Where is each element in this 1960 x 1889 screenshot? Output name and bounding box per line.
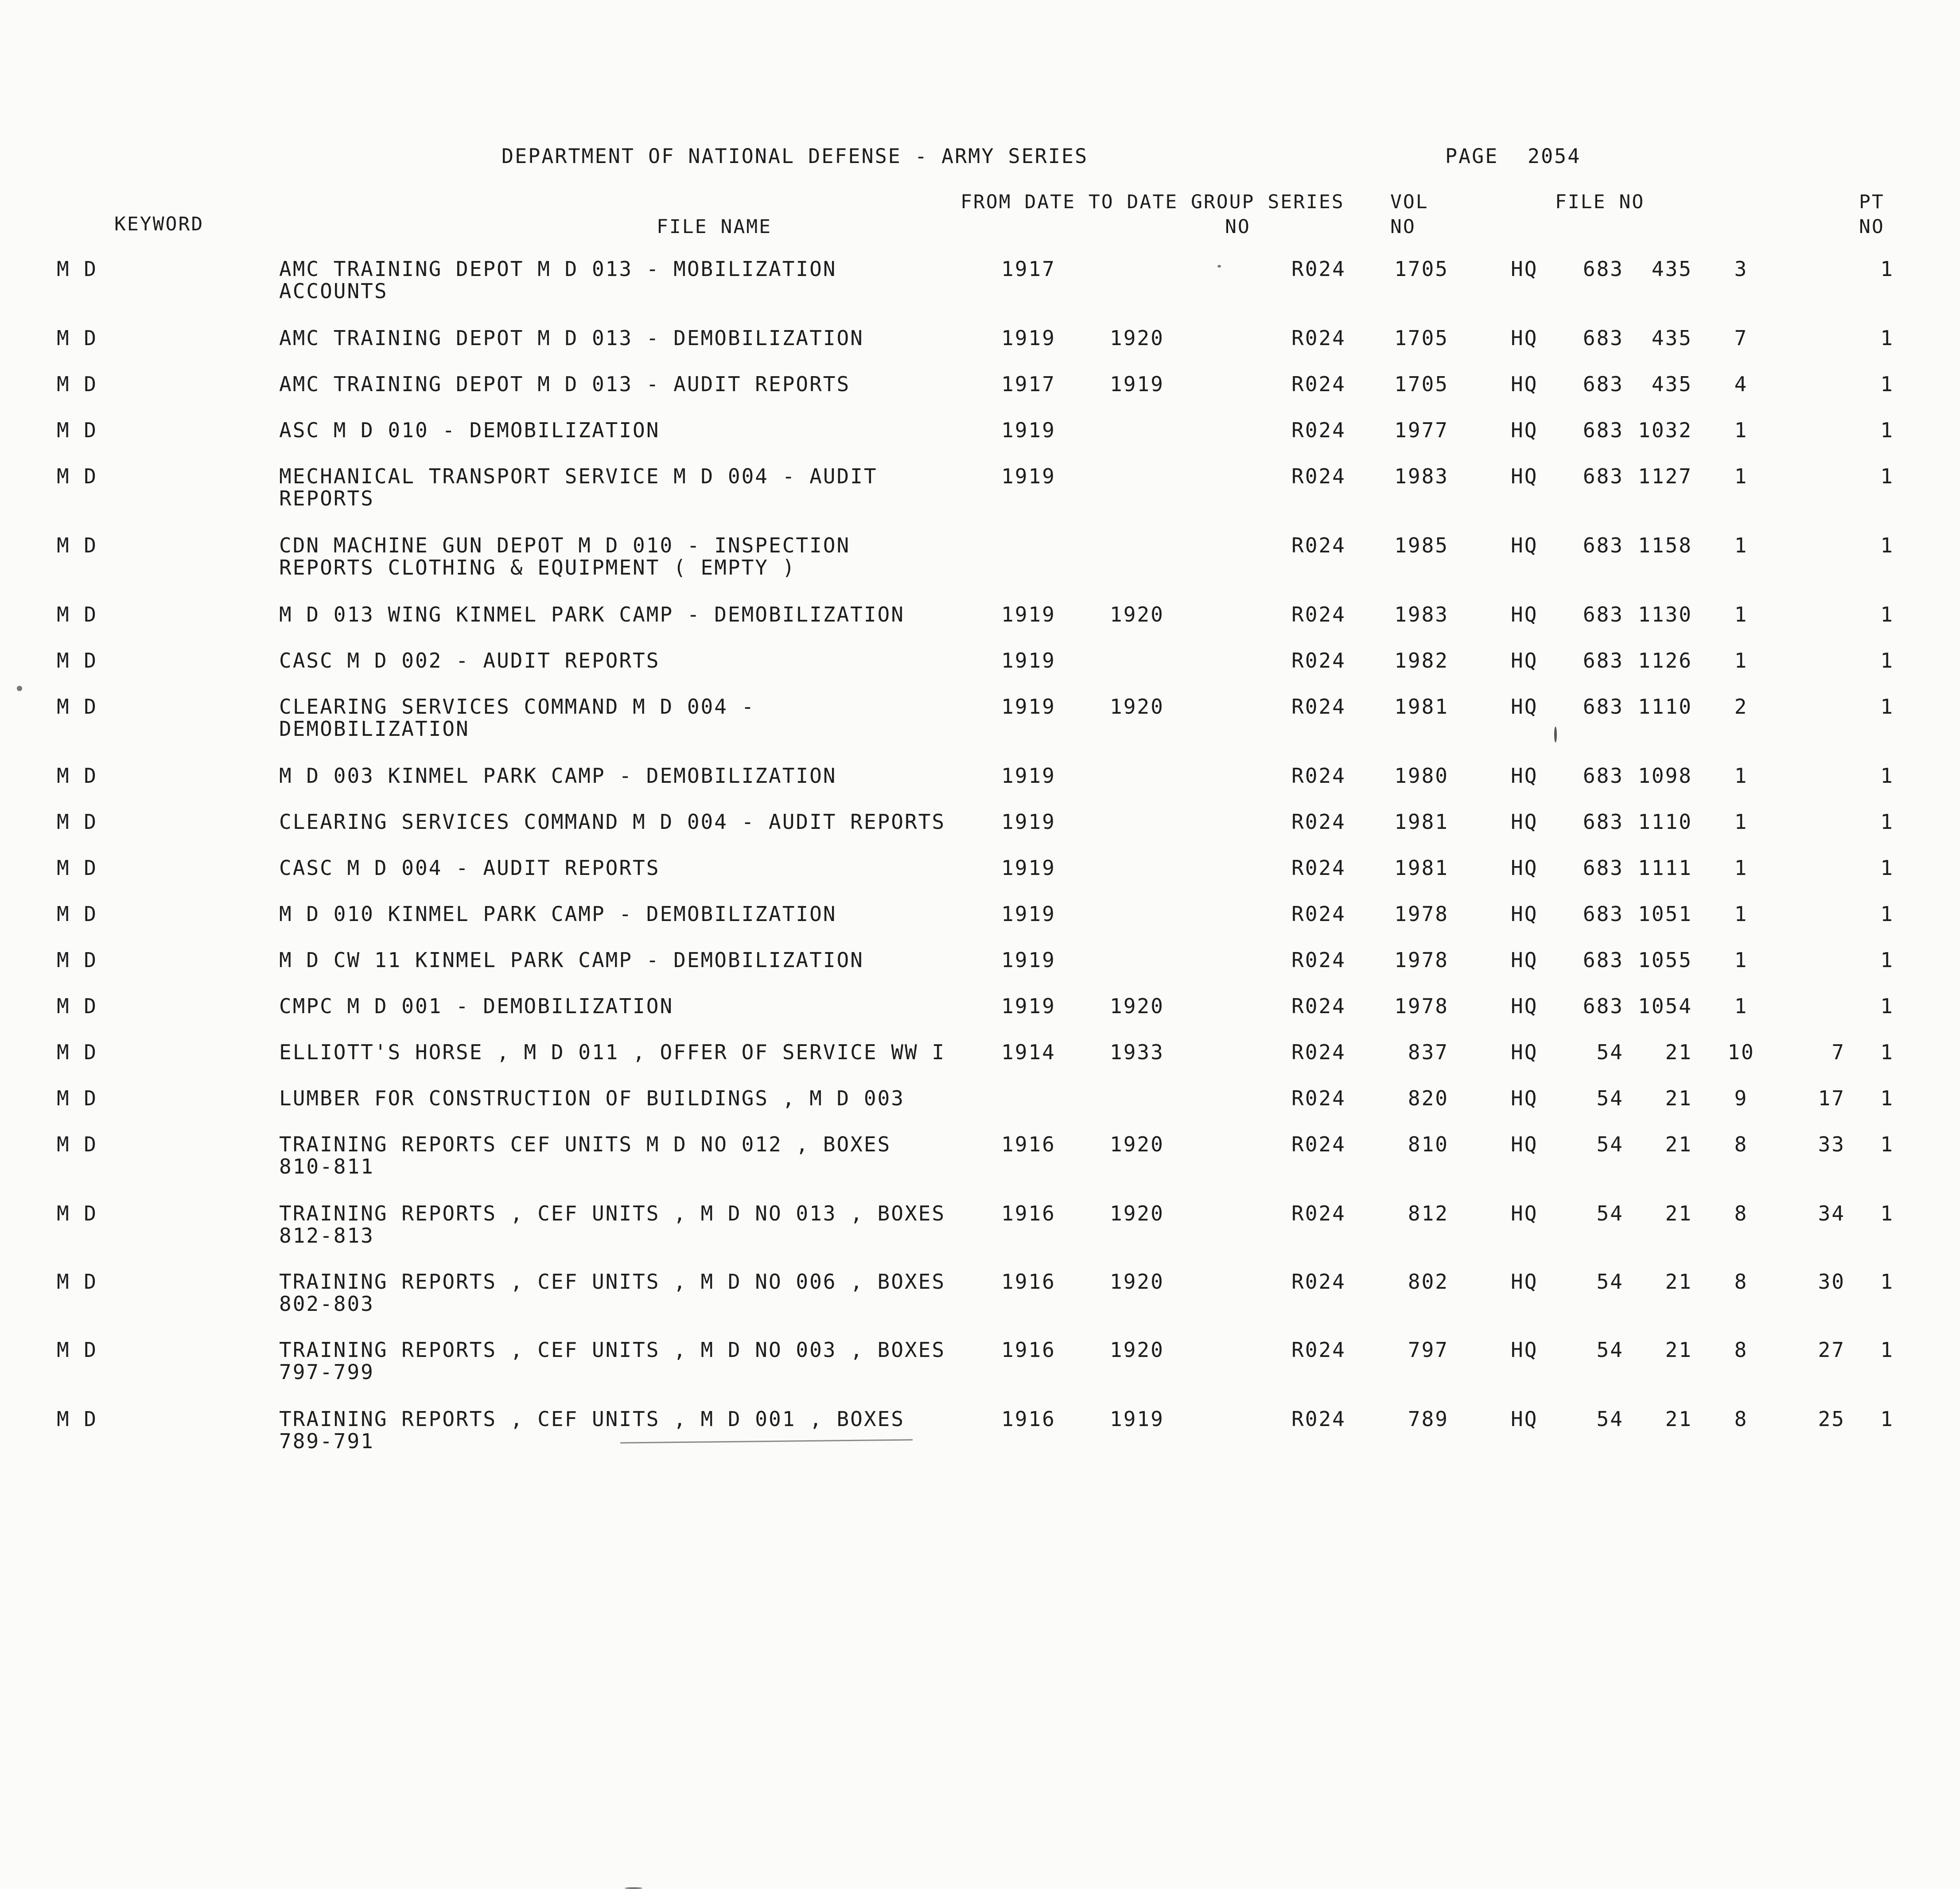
series-cell: R024 [1291, 764, 1346, 788]
scan-speck [1554, 727, 1557, 742]
pt-no-cell: 1 [1880, 1040, 1894, 1064]
pt-no-cell: 1 [1880, 1270, 1894, 1294]
to-date-cell: 1933 [1110, 1040, 1164, 1064]
from-date-cell: 1916 [1001, 1132, 1056, 1156]
to-date-cell: 1920 [1110, 602, 1164, 626]
file-no-part1-cell: 683 [1583, 464, 1624, 488]
file-name-cell: TRAINING REPORTS CEF UNITS M D NO 012 , BOXES 810-811 [279, 1132, 891, 1178]
file-no-part3-cell: 1 [1734, 602, 1748, 626]
from-date-cell: 1916 [1001, 1270, 1056, 1294]
file-name-cell: M D 010 KINMEL PARK CAMP - DEMOBILIZATION [279, 902, 837, 926]
pt-no-cell: 1 [1880, 464, 1894, 488]
keyword-cell: M D [57, 326, 98, 350]
file-no-hq-cell: HQ [1511, 1132, 1538, 1156]
file-no-part1-cell: 683 [1583, 649, 1624, 672]
series-cell: R024 [1291, 994, 1346, 1018]
file-no-part1-cell: 683 [1583, 902, 1624, 926]
column-header-file-no: FILE NO [1555, 191, 1645, 213]
vol-cell: 1978 [1394, 948, 1449, 972]
table-row [0, 534, 1960, 601]
file-no-part3-cell: 1 [1734, 994, 1748, 1018]
pt-no-cell: 1 [1880, 764, 1894, 788]
file-no-part3-cell: 1 [1734, 418, 1748, 442]
to-date-cell: 1920 [1110, 695, 1164, 719]
file-no-part3-cell: 1 [1734, 902, 1748, 926]
file-no-part3-cell: 10 [1727, 1040, 1755, 1064]
file-no-part4-cell: 7 [1832, 1040, 1845, 1064]
to-date-cell: 1920 [1110, 1132, 1164, 1156]
file-no-part1-cell: 683 [1583, 764, 1624, 788]
table-row [0, 1408, 1960, 1474]
column-header-group-no: NO [1225, 216, 1251, 238]
column-header-pt: PT [1859, 191, 1885, 213]
file-no-hq-cell: HQ [1511, 326, 1538, 350]
file-no-part2-cell: 435 [1651, 372, 1692, 396]
keyword-cell: M D [57, 1338, 98, 1362]
series-cell: R024 [1291, 695, 1346, 719]
series-cell: R024 [1291, 856, 1346, 880]
file-name-cell: CMPC M D 001 - DEMOBILIZATION [279, 994, 674, 1018]
file-no-part3-cell: 3 [1734, 257, 1748, 281]
column-header-vol-no: NO [1390, 216, 1416, 238]
keyword-cell: M D [57, 533, 98, 557]
series-cell: R024 [1291, 1338, 1346, 1362]
series-cell: R024 [1291, 602, 1346, 626]
file-no-hq-cell: HQ [1511, 418, 1538, 442]
file-no-part2-cell: 1158 [1638, 533, 1692, 557]
file-no-part1-cell: 54 [1596, 1201, 1624, 1225]
file-no-part2-cell: 21 [1665, 1407, 1692, 1431]
file-no-hq-cell: HQ [1511, 1201, 1538, 1225]
file-no-hq-cell: HQ [1511, 1270, 1538, 1294]
file-no-part2-cell: 21 [1665, 1338, 1692, 1362]
file-name-cell: AMC TRAINING DEPOT M D 013 - AUDIT REPORTS [279, 372, 851, 396]
scan-speck [17, 686, 22, 691]
file-no-part1-cell: 54 [1596, 1270, 1624, 1294]
file-no-hq-cell: HQ [1511, 1086, 1538, 1110]
file-no-part2-cell: 435 [1651, 257, 1692, 281]
vol-cell: 797 [1408, 1338, 1449, 1362]
keyword-cell: M D [57, 948, 98, 972]
series-cell: R024 [1291, 418, 1346, 442]
vol-cell: 1985 [1394, 533, 1449, 557]
file-name-cell: TRAINING REPORTS , CEF UNITS , M D 001 , BOXES 789-791 [279, 1407, 905, 1453]
vol-cell: 1978 [1394, 994, 1449, 1018]
keyword-cell: M D [57, 810, 98, 834]
from-date-cell: 1919 [1001, 948, 1056, 972]
file-no-hq-cell: HQ [1511, 764, 1538, 788]
to-date-cell: 1920 [1110, 1338, 1164, 1362]
vol-cell: 1705 [1394, 372, 1449, 396]
series-cell: R024 [1291, 1201, 1346, 1225]
file-no-part4-cell: 25 [1818, 1407, 1845, 1431]
series-cell: R024 [1291, 1040, 1346, 1064]
to-date-cell: 1920 [1110, 326, 1164, 350]
vol-cell: 1981 [1394, 856, 1449, 880]
file-no-part2-cell: 1110 [1638, 810, 1692, 834]
to-date-cell: 1920 [1110, 1270, 1164, 1294]
keyword-cell: M D [57, 856, 98, 880]
pt-no-cell: 1 [1880, 602, 1894, 626]
file-no-part1-cell: 683 [1583, 810, 1624, 834]
file-no-part1-cell: 683 [1583, 695, 1624, 719]
file-no-hq-cell: HQ [1511, 1040, 1538, 1064]
file-no-part1-cell: 54 [1596, 1040, 1624, 1064]
scan-speck [1217, 265, 1221, 268]
vol-cell: 1977 [1394, 418, 1449, 442]
file-no-part3-cell: 1 [1734, 948, 1748, 972]
pt-no-cell: 1 [1880, 1338, 1894, 1362]
file-no-hq-cell: HQ [1511, 902, 1538, 926]
file-no-hq-cell: HQ [1511, 856, 1538, 880]
to-date-cell: 1919 [1110, 372, 1164, 396]
from-date-cell: 1919 [1001, 464, 1056, 488]
vol-cell: 1982 [1394, 649, 1449, 672]
file-no-part4-cell: 34 [1818, 1201, 1845, 1225]
table-row [0, 1202, 1960, 1269]
keyword-cell: M D [57, 695, 98, 719]
keyword-cell: M D [57, 764, 98, 788]
keyword-cell: M D [57, 1132, 98, 1156]
from-date-cell: 1919 [1001, 326, 1056, 350]
vol-cell: 789 [1408, 1407, 1449, 1431]
vol-cell: 1983 [1394, 464, 1449, 488]
to-date-cell: 1919 [1110, 1407, 1164, 1431]
vol-cell: 1980 [1394, 764, 1449, 788]
file-no-part3-cell: 1 [1734, 856, 1748, 880]
file-no-hq-cell: HQ [1511, 649, 1538, 672]
vol-cell: 1705 [1394, 326, 1449, 350]
pt-no-cell: 1 [1880, 810, 1894, 834]
file-no-part3-cell: 4 [1734, 372, 1748, 396]
from-date-cell: 1919 [1001, 856, 1056, 880]
file-no-part2-cell: 435 [1651, 326, 1692, 350]
file-no-hq-cell: HQ [1511, 695, 1538, 719]
file-name-cell: CLEARING SERVICES COMMAND M D 004 - AUDIT REPORTS [279, 810, 946, 834]
file-no-part1-cell: 683 [1583, 257, 1624, 281]
series-cell: R024 [1291, 1270, 1346, 1294]
file-no-part1-cell: 683 [1583, 533, 1624, 557]
keyword-cell: M D [57, 1407, 98, 1431]
file-no-part4-cell: 27 [1818, 1338, 1845, 1362]
file-no-part2-cell: 1054 [1638, 994, 1692, 1018]
file-no-part2-cell: 1110 [1638, 695, 1692, 719]
file-name-cell: M D 003 KINMEL PARK CAMP - DEMOBILIZATION [279, 764, 837, 788]
file-no-part3-cell: 8 [1734, 1270, 1748, 1294]
series-cell: R024 [1291, 1132, 1346, 1156]
from-date-cell: 1919 [1001, 902, 1056, 926]
page-label: PAGE [1445, 144, 1499, 168]
from-date-cell: 1919 [1001, 994, 1056, 1018]
series-cell: R024 [1291, 372, 1346, 396]
table-row [0, 1133, 1960, 1200]
vol-cell: 1983 [1394, 602, 1449, 626]
to-date-cell: 1920 [1110, 1201, 1164, 1225]
file-name-cell: CDN MACHINE GUN DEPOT M D 010 - INSPECTION REPORTS CLOTHING & EQUIPMENT ( EMPTY ) [279, 533, 851, 579]
file-no-part1-cell: 683 [1583, 602, 1624, 626]
file-no-part4-cell: 33 [1818, 1132, 1845, 1156]
pt-no-cell: 1 [1880, 994, 1894, 1018]
file-no-part1-cell: 683 [1583, 948, 1624, 972]
table-row [0, 696, 1960, 762]
keyword-cell: M D [57, 372, 98, 396]
file-no-part2-cell: 1111 [1638, 856, 1692, 880]
pt-no-cell: 1 [1880, 1132, 1894, 1156]
series-cell: R024 [1291, 1086, 1346, 1110]
file-no-part3-cell: 8 [1734, 1201, 1748, 1225]
file-no-part1-cell: 54 [1596, 1407, 1624, 1431]
page-number: 2054 [1528, 144, 1581, 168]
file-no-part1-cell: 54 [1596, 1338, 1624, 1362]
file-name-cell: AMC TRAINING DEPOT M D 013 - MOBILIZATION ACCOUNTS [279, 257, 837, 303]
keyword-cell: M D [57, 1040, 98, 1064]
keyword-cell: M D [57, 649, 98, 672]
series-cell: R024 [1291, 1407, 1346, 1431]
file-no-part2-cell: 1051 [1638, 902, 1692, 926]
column-header-keyword: KEYWORD [114, 213, 204, 235]
file-no-hq-cell: HQ [1511, 464, 1538, 488]
vol-cell: 1981 [1394, 695, 1449, 719]
file-name-cell: TRAINING REPORTS , CEF UNITS , M D NO 003 , BOXES 797-799 [279, 1338, 946, 1384]
file-no-hq-cell: HQ [1511, 372, 1538, 396]
table-row [0, 1271, 1960, 1337]
file-name-cell: TRAINING REPORTS , CEF UNITS , M D NO 006 , BOXES 802-803 [279, 1270, 946, 1316]
file-no-part3-cell: 8 [1734, 1407, 1748, 1431]
file-name-cell: AMC TRAINING DEPOT M D 013 - DEMOBILIZATION [279, 326, 864, 350]
from-date-cell: 1919 [1001, 764, 1056, 788]
file-no-hq-cell: HQ [1511, 533, 1538, 557]
file-no-hq-cell: HQ [1511, 257, 1538, 281]
column-header-vol: VOL [1390, 191, 1429, 213]
file-no-part3-cell: 1 [1734, 810, 1748, 834]
table-row [0, 1339, 1960, 1405]
from-date-cell: 1919 [1001, 418, 1056, 442]
file-no-part3-cell: 9 [1734, 1086, 1748, 1110]
pt-no-cell: 1 [1880, 695, 1894, 719]
from-date-cell: 1919 [1001, 810, 1056, 834]
pt-no-cell: 1 [1880, 649, 1894, 672]
keyword-cell: M D [57, 994, 98, 1018]
file-name-cell: M D 013 WING KINMEL PARK CAMP - DEMOBILIZATION [279, 602, 905, 626]
pt-no-cell: 1 [1880, 1086, 1894, 1110]
file-no-part3-cell: 1 [1734, 464, 1748, 488]
file-no-part3-cell: 2 [1734, 695, 1748, 719]
pt-no-cell: 1 [1880, 902, 1894, 926]
file-no-part3-cell: 8 [1734, 1132, 1748, 1156]
series-cell: R024 [1291, 533, 1346, 557]
file-no-part2-cell: 21 [1665, 1040, 1692, 1064]
file-no-part1-cell: 683 [1583, 326, 1624, 350]
file-name-cell: MECHANICAL TRANSPORT SERVICE M D 004 - AUDIT REPORTS [279, 464, 878, 510]
keyword-cell: M D [57, 602, 98, 626]
file-no-part1-cell: 54 [1596, 1086, 1624, 1110]
file-no-part3-cell: 1 [1734, 533, 1748, 557]
column-header-from-to-group-series: FROM DATE TO DATE GROUP SERIES [961, 191, 1345, 213]
from-date-cell: 1917 [1001, 372, 1056, 396]
series-cell: R024 [1291, 902, 1346, 926]
table-row [0, 465, 1960, 532]
from-date-cell: 1919 [1001, 649, 1056, 672]
keyword-cell: M D [57, 1270, 98, 1294]
series-cell: R024 [1291, 257, 1346, 281]
pt-no-cell: 1 [1880, 533, 1894, 557]
column-header-file-name: FILE NAME [657, 216, 772, 238]
file-no-part2-cell: 21 [1665, 1132, 1692, 1156]
file-no-part2-cell: 1098 [1638, 764, 1692, 788]
file-no-part2-cell: 1032 [1638, 418, 1692, 442]
file-name-cell: TRAINING REPORTS , CEF UNITS , M D NO 013 , BOXES 812-813 [279, 1201, 946, 1248]
from-date-cell: 1919 [1001, 602, 1056, 626]
file-no-part2-cell: 21 [1665, 1270, 1692, 1294]
vol-cell: 820 [1408, 1086, 1449, 1110]
file-no-part1-cell: 683 [1583, 372, 1624, 396]
pt-no-cell: 1 [1880, 856, 1894, 880]
from-date-cell: 1916 [1001, 1201, 1056, 1225]
file-no-part3-cell: 1 [1734, 764, 1748, 788]
file-no-hq-cell: HQ [1511, 602, 1538, 626]
file-name-cell: LUMBER FOR CONSTRUCTION OF BUILDINGS , M D 003 [279, 1086, 905, 1110]
from-date-cell: 1919 [1001, 695, 1056, 719]
scan-speck [625, 1887, 642, 1889]
to-date-cell: 1920 [1110, 994, 1164, 1018]
keyword-cell: M D [57, 257, 98, 281]
file-name-cell: M D CW 11 KINMEL PARK CAMP - DEMOBILIZATION [279, 948, 864, 972]
vol-cell: 1705 [1394, 257, 1449, 281]
pt-no-cell: 1 [1880, 1407, 1894, 1431]
pt-no-cell: 1 [1880, 418, 1894, 442]
pt-no-cell: 1 [1880, 257, 1894, 281]
vol-cell: 812 [1408, 1201, 1449, 1225]
file-no-part2-cell: 1055 [1638, 948, 1692, 972]
pt-no-cell: 1 [1880, 326, 1894, 350]
keyword-cell: M D [57, 1201, 98, 1225]
series-cell: R024 [1291, 464, 1346, 488]
keyword-cell: M D [57, 1086, 98, 1110]
page-title: DEPARTMENT OF NATIONAL DEFENSE - ARMY SERIES [502, 144, 1089, 168]
file-no-hq-cell: HQ [1511, 948, 1538, 972]
file-name-cell: CASC M D 002 - AUDIT REPORTS [279, 649, 660, 672]
from-date-cell: 1916 [1001, 1407, 1056, 1431]
file-no-part2-cell: 1126 [1638, 649, 1692, 672]
series-cell: R024 [1291, 810, 1346, 834]
keyword-cell: M D [57, 902, 98, 926]
file-name-cell: ASC M D 010 - DEMOBILIZATION [279, 418, 660, 442]
file-no-part1-cell: 683 [1583, 856, 1624, 880]
file-no-part1-cell: 683 [1583, 994, 1624, 1018]
pt-no-cell: 1 [1880, 948, 1894, 972]
pt-no-cell: 1 [1880, 372, 1894, 396]
file-no-part3-cell: 1 [1734, 649, 1748, 672]
file-name-cell: CASC M D 004 - AUDIT REPORTS [279, 856, 660, 880]
file-no-part1-cell: 683 [1583, 418, 1624, 442]
vol-cell: 810 [1408, 1132, 1449, 1156]
series-cell: R024 [1291, 326, 1346, 350]
file-no-part4-cell: 30 [1818, 1270, 1845, 1294]
file-no-part3-cell: 8 [1734, 1338, 1748, 1362]
file-name-cell: ELLIOTT'S HORSE , M D 011 , OFFER OF SERVICE WW I [279, 1040, 946, 1064]
vol-cell: 802 [1408, 1270, 1449, 1294]
keyword-cell: M D [57, 464, 98, 488]
column-header-pt-no: NO [1859, 216, 1885, 238]
keyword-cell: M D [57, 418, 98, 442]
from-date-cell: 1916 [1001, 1338, 1056, 1362]
vol-cell: 1981 [1394, 810, 1449, 834]
file-no-hq-cell: HQ [1511, 994, 1538, 1018]
file-no-part2-cell: 1127 [1638, 464, 1692, 488]
file-no-hq-cell: HQ [1511, 1407, 1538, 1431]
vol-cell: 837 [1408, 1040, 1449, 1064]
pt-no-cell: 1 [1880, 1201, 1894, 1225]
series-cell: R024 [1291, 649, 1346, 672]
from-date-cell: 1917 [1001, 257, 1056, 281]
file-no-hq-cell: HQ [1511, 810, 1538, 834]
vol-cell: 1978 [1394, 902, 1449, 926]
table-row [0, 258, 1960, 324]
file-no-part4-cell: 17 [1818, 1086, 1845, 1110]
file-no-part2-cell: 21 [1665, 1086, 1692, 1110]
from-date-cell: 1914 [1001, 1040, 1056, 1064]
file-no-part3-cell: 7 [1734, 326, 1748, 350]
series-cell: R024 [1291, 948, 1346, 972]
file-no-part1-cell: 54 [1596, 1132, 1624, 1156]
file-name-cell: CLEARING SERVICES COMMAND M D 004 - DEMOBILIZATION [279, 695, 755, 741]
file-no-part2-cell: 1130 [1638, 602, 1692, 626]
file-no-hq-cell: HQ [1511, 1338, 1538, 1362]
file-no-part2-cell: 21 [1665, 1201, 1692, 1225]
